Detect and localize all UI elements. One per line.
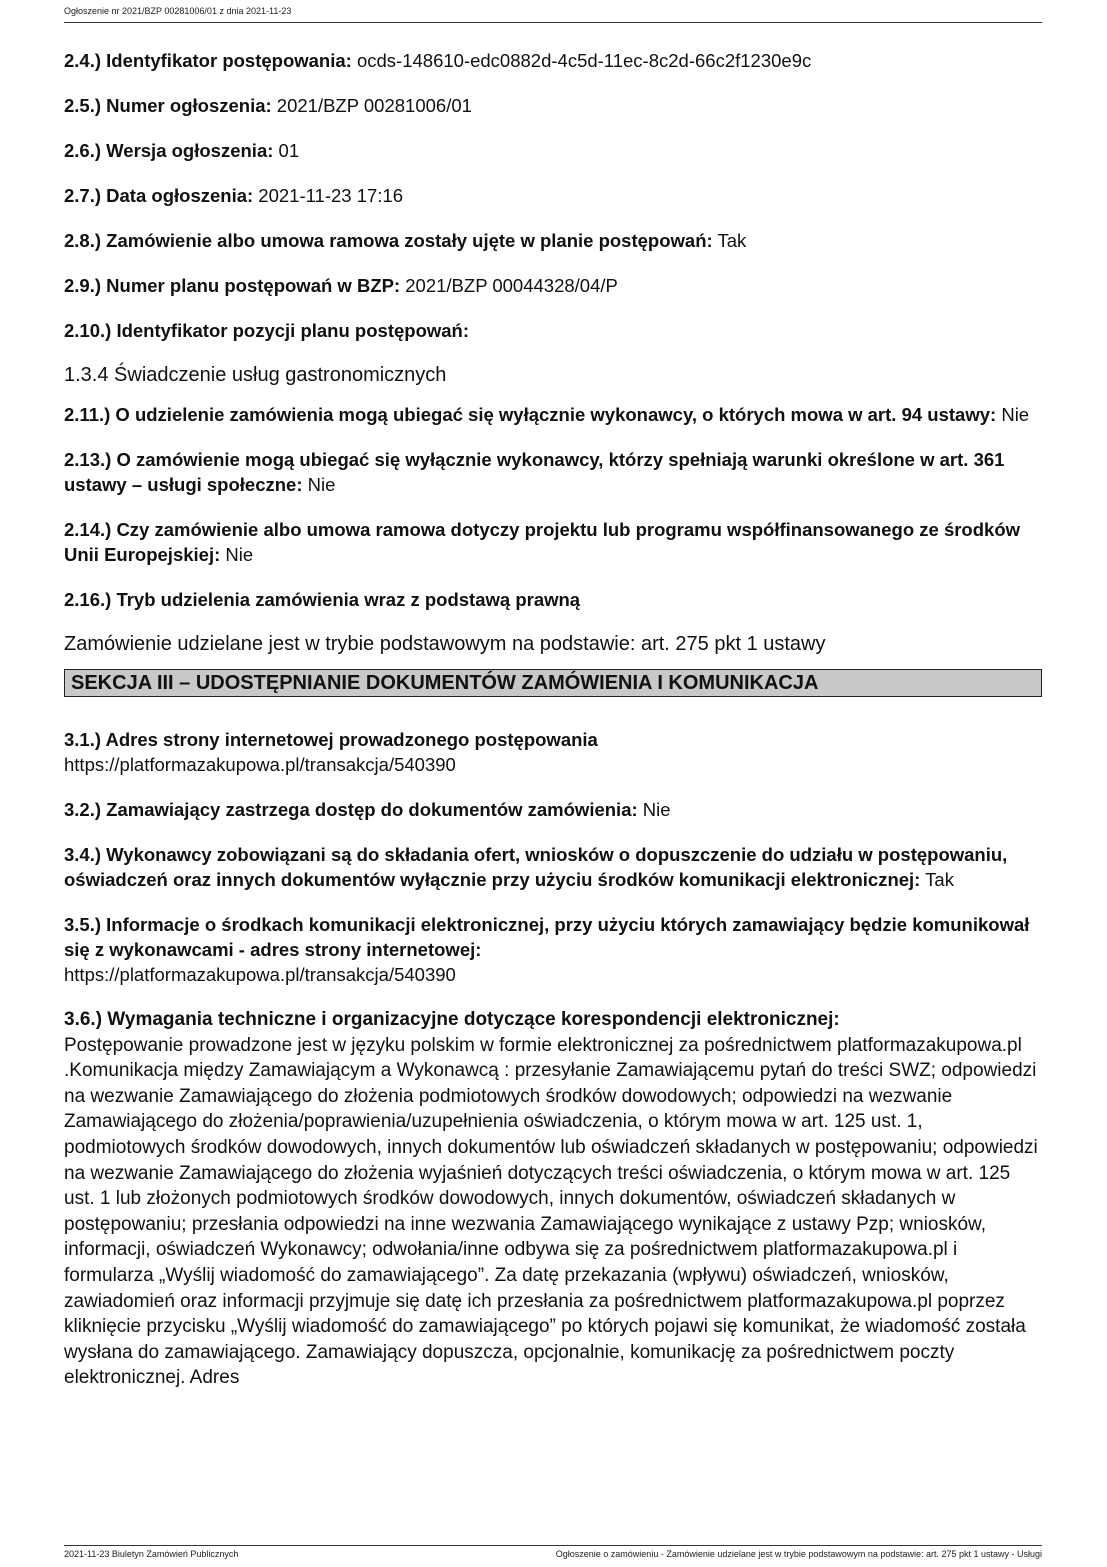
field-label: 3.4.) Wykonawcy zobowiązani są do składania ofert, wniosków o dopuszczenie do udziału w postępowaniu, oświadczeń oraz innych dokumentów wyłącznie przy użyciu środków komunikacji elektronicznej: (64, 844, 1008, 890)
website-url: https://platformazakupowa.pl/transakcja/540390 (64, 754, 456, 775)
field-value: Tak (925, 869, 954, 890)
field-value: Nie (1001, 404, 1030, 425)
footer-left: 2021-11-23 Biuletyn Zamówień Publicznych (64, 1549, 239, 1559)
field-value: ocds-148610-edc0882d-4c5d-11ec-8c2d-66c2f1230e9c (356, 50, 812, 71)
field-2-13 (64, 447, 1042, 497)
footer-right: Ogłoszenie o zamówieniu - Zamówienie udzielane jest w trybie podstawowym na podstawie: art. 275 pkt 1 ustawy - Usługi (555, 1549, 1042, 1559)
field-2-16 (64, 587, 1042, 612)
field-label: 3.6.) Wymagania techniczne i organizacyjne dotyczące korespondencji elektronicznej: (64, 1009, 840, 1030)
field-label: 2.10.) Identyfikator pozycji planu postępowań: (64, 320, 470, 341)
field-label: 3.1.) Adres strony internetowej prowadzonego postępowania (64, 729, 598, 750)
field-value: 2021-11-23 17:16 (258, 185, 403, 206)
field-2-8 (64, 228, 1042, 253)
field-value: Nie (225, 544, 254, 565)
field-3-4 (64, 842, 1042, 892)
technical-requirements-text: Postępowanie prowadzone jest w języku polskim w formie elektronicznej za pośrednictwem platformazakupowa.pl .Komunikacja między Zamawiającym a Wykonawcą : przesyłanie Zamawiającemu pytań do treści SWZ; odpowiedzi na wezwanie Zamawiającego do złożenia podmiotowych środków dowodowych; odpowiedzi na wezwanie Zamawiającego do złożenia/poprawienia/uzupełnienia oświadczenia, o którym mowa w art. 125 ust. 1, podmiotowych środków dowodowych, innych dokumentów lub oświadczeń składanych w postępowaniu; odpowiedzi na wezwanie Zamawiającego do złożenia wyjaśnień dotyczących treści oświadczenia, o którym mowa w art. 125 ust. 1 lub złożonych podmiotowych środków dowodowych, innych dokumentów, oświadczeń składanych w postępowaniu; przesłania odpowiedzi na inne wezwania Zamawiającego wynikające z ustawy Pzp; wniosków, informacji, oświadczeń Wykonawcy; odwołania/inne odbywa się za pośrednictwem platformazakupowa.pl i formularza „Wyślij wiadomość do zamawiającego”. Za datę przekazania (wpływu) oświadczeń, wniosków, zawiadomień oraz informacji przyjmuje się datę ich przesłania za pośrednictwem platformazakupowa.pl poprzez kliknięcie przycisku „Wyślij wiadomość do zamawiającego” po których pojawi się komunikat, że wiadomość została wysłana do zamawiającego. Zamawiający dopuszcza, opcjonalnie, komunikację za pośrednictwem poczty elektronicznej. Adres (64, 1034, 1038, 1389)
field-2-10 (64, 318, 1042, 343)
field-value: 01 (278, 140, 300, 161)
field-label: 2.13.) O zamówienie mogą ubiegać się wyłącznie wykonawcy, którzy spełniają warunki określone w art. 361 ustawy – usługi społeczne: (64, 449, 1005, 495)
field-3-6 (64, 1007, 1042, 1391)
field-2-11 (64, 402, 1042, 427)
field-label: 2.9.) Numer planu postępowań w BZP: (64, 275, 401, 296)
communication-url: https://platformazakupowa.pl/transakcja/540390 (64, 964, 456, 985)
field-label: 2.14.) Czy zamówienie albo umowa ramowa dotyczy projektu lub programu współfinansowanego ze środków Unii Europejskiej: (64, 519, 1021, 565)
plan-item-id: 1.3.4 Świadczenie usług gastronomicznych (64, 364, 447, 386)
field-3-2 (64, 797, 1042, 822)
footer-divider (64, 1545, 1042, 1546)
field-value: Nie (307, 474, 336, 495)
field-2-5 (64, 93, 1042, 118)
field-label: 2.4.) Identyfikator postępowania: (64, 50, 352, 71)
field-label: 2.16.) Tryb udzielenia zamówienia wraz z podstawą prawną (64, 589, 581, 610)
document-body (64, 48, 1042, 1391)
field-2-14 (64, 517, 1042, 567)
field-value: Nie (642, 799, 671, 820)
field-label: 2.8.) Zamówienie albo umowa ramowa zostały ujęte w planie postępowań: (64, 230, 713, 251)
field-2-4 (64, 48, 1042, 73)
field-value: Tak (717, 230, 747, 251)
field-3-1 (64, 727, 1042, 777)
field-2-9 (64, 273, 1042, 298)
section-3-header: SEKCJA III – UDOSTĘPNIANIE DOKUMENTÓW ZAMÓWIENIA I KOMUNIKACJA (64, 669, 1042, 697)
field-2-6 (64, 138, 1042, 163)
field-label: 3.2.) Zamawiający zastrzega dostęp do dokumentów zamówienia: (64, 799, 638, 820)
field-3-5 (64, 912, 1042, 987)
header-divider (64, 22, 1042, 23)
field-value: 2021/BZP 00281006/01 (276, 95, 472, 116)
field-label: 2.6.) Wersja ogłoszenia: (64, 140, 274, 161)
field-label: 3.5.) Informacje o środkach komunikacji elektronicznej, przy użyciu których zamawiający będzie komunikował się z wykonawcami - adres strony internetowej: (64, 914, 1030, 960)
field-label: 2.11.) O udzielenie zamówienia mogą ubiegać się wyłącznie wykonawcy, o których mowa w art. 94 ustawy: (64, 404, 997, 425)
tryb-text: Zamówienie udzielane jest w trybie podstawowym na podstawie: art. 275 pkt 1 ustawy (64, 633, 826, 655)
field-label: 2.5.) Numer ogłoszenia: (64, 95, 272, 116)
field-2-7 (64, 183, 1042, 208)
page-header: Ogłoszenie nr 2021/BZP 00281006/01 z dnia 2021-11-23 (64, 6, 292, 16)
field-label: 2.7.) Data ogłoszenia: (64, 185, 254, 206)
field-value: 2021/BZP 00044328/04/P (405, 275, 618, 296)
